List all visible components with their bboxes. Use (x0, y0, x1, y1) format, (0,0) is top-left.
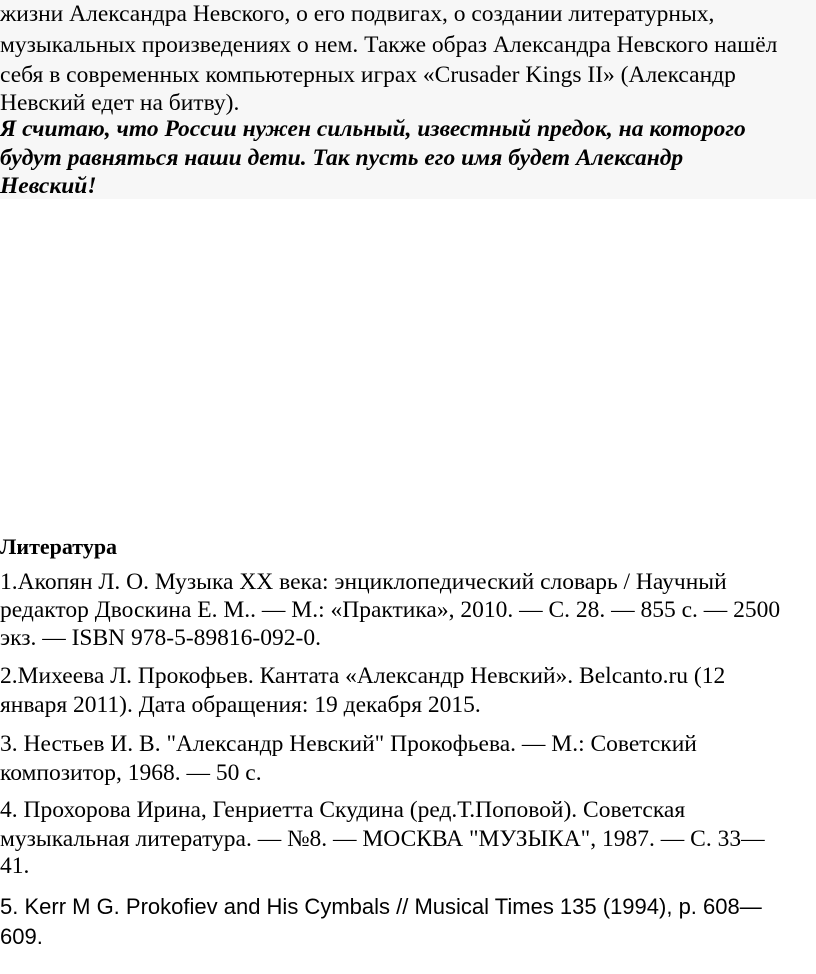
reference-5-line: 609. (0, 924, 43, 949)
intro-line: себя в современных компьютерных играх «Crusader Kings II» (Александр (0, 62, 736, 88)
intro-line: Невский едет на битву). (0, 90, 240, 116)
reference-1-line: экз. — ISBN 978-5-89816-092-0. (0, 625, 321, 651)
reference-5-line: 5. Kerr M G. Prokofiev and His Cymbals // Musical Times 135 (1994), p. 608— (0, 894, 762, 919)
conclusion-line: будут равняться наши дети. Так пусть его имя будет Александр (0, 145, 684, 171)
reference-4-line: 4. Прохорова Ирина, Генриетта Скудина (ред.Т.Поповой). Советская (0, 797, 686, 823)
reference-4-line: музыкальная литература. — №8. — МОСКВА "МУЗЫКА", 1987. — С. 33— (0, 826, 765, 852)
reference-1-line: редактор Двоскина Е. М.. — М.: «Практика», 2010. — С. 28. — 855 с. — 2500 (0, 597, 781, 623)
reference-2-line: января 2011). Дата обращения: 19 декабря 2015. (0, 692, 481, 718)
reference-3-line: 3. Нестьев И. В. "Александр Невский" Прокофьева. — М.: Советский (0, 731, 697, 757)
reference-4-line: 41. (0, 853, 30, 879)
conclusion-line: Я считаю, что России нужен сильный, известный предок, на которого (0, 116, 746, 142)
reference-3-line: композитор, 1968. — 50 с. (0, 760, 262, 786)
intro-line: жизни Александра Невского, о его подвигах, о создании литературных, (0, 1, 715, 27)
conclusion-line: Невский! (0, 173, 97, 199)
references-heading: Литература (0, 534, 118, 559)
reference-1-line: 1.Акопян Л. О. Музыка XX века: энциклопедический словарь / Научный (0, 569, 727, 595)
intro-line: музыкальных произведениях о нем. Также образ Александра Невского нашёл (0, 32, 778, 58)
reference-2-line: 2.Михеева Л. Прокофьев. Кантата «Александр Невский». Belcanto.ru (12 (0, 663, 726, 689)
